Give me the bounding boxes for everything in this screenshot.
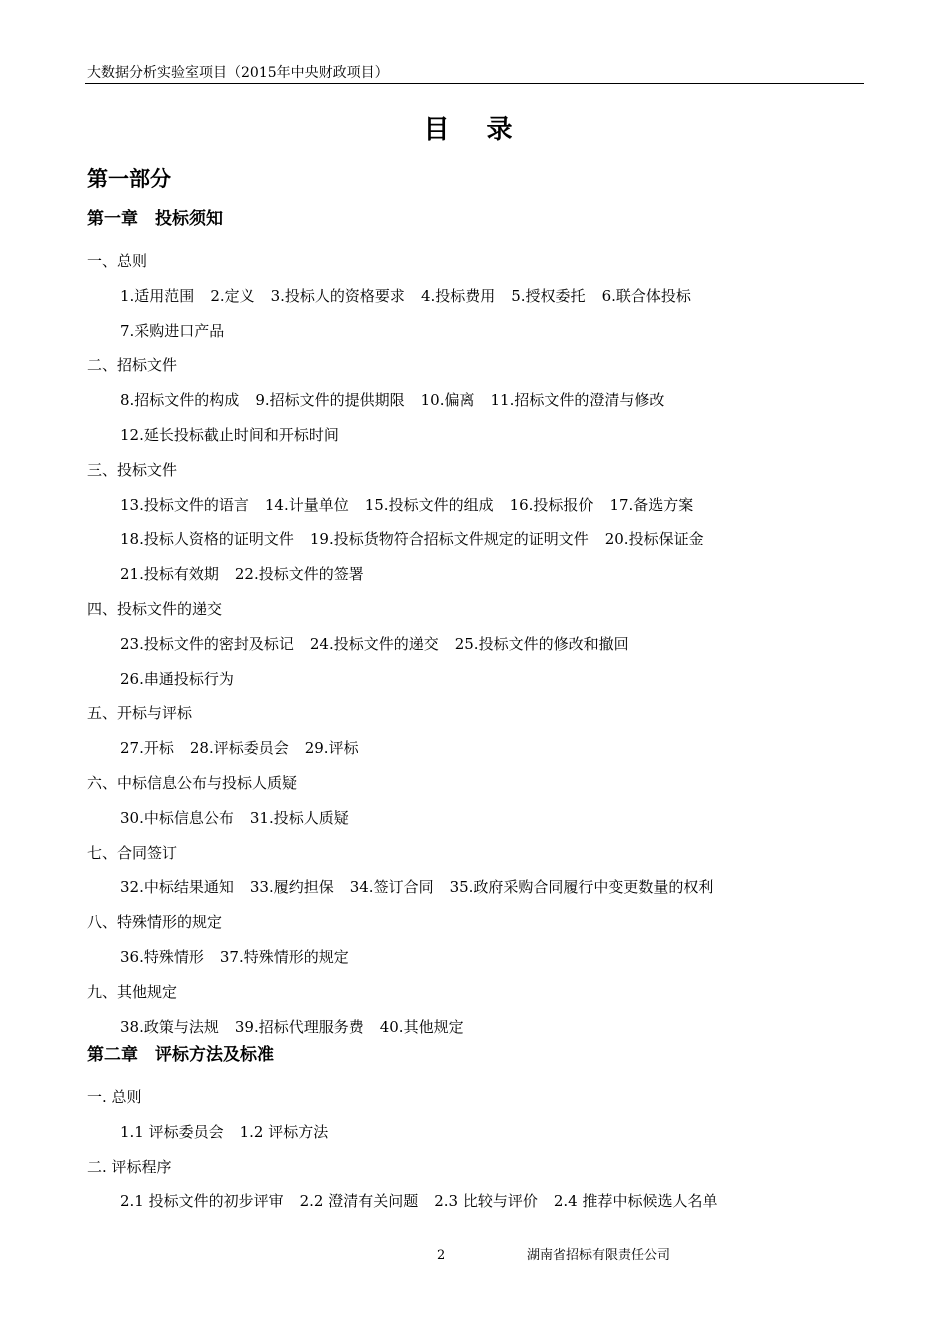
toc-entry: 37.特殊情形的规定 [219, 948, 349, 966]
section-heading: 一、总则 [87, 252, 148, 270]
toc-entry: 4.投标费用 [420, 286, 496, 305]
toc-entry: 20.投标保证金 [604, 530, 704, 549]
toc-entry: 35.政府采购合同履行中变更数量的权利 [449, 878, 714, 897]
toc-entry: 33.履约担保 [249, 878, 334, 897]
toc-entry: 30.中标信息公布 [120, 808, 234, 827]
running-header: 大数据分析实验室项目（2015年中央财政项目） [87, 65, 389, 81]
toc-entry: 27.开标 [120, 739, 174, 758]
toc-entry: 21.投标有效期 [120, 565, 219, 584]
toc-entry: 16.投标报价 [509, 495, 594, 514]
toc-entry: 17.备选方案 [609, 495, 694, 514]
toc-entry: 11.招标文件的澄清与修改 [490, 391, 665, 410]
toc-item-row [120, 1016, 464, 1038]
toc-item-row [120, 424, 339, 446]
toc-entry: 34.签订合同 [349, 878, 434, 897]
toc-item-row [120, 633, 629, 655]
toc-entry: 12.延长投标截止时间和开标时间 [120, 426, 339, 444]
section-heading: 八、特殊情形的规定 [87, 913, 223, 932]
toc-entry: 32.中标结果通知 [120, 878, 234, 897]
section-heading: 九、其他规定 [87, 982, 178, 1001]
toc-entry: 25.投标文件的修改和撤回 [454, 634, 629, 653]
toc-item-row [120, 320, 224, 342]
section-heading: 二、招标文件 [87, 356, 178, 375]
toc-entry: 23.投标文件的密封及标记 [120, 634, 294, 653]
section-heading: 七、合同签订 [87, 843, 178, 862]
section-heading: 二. 评标程序 [87, 1157, 172, 1176]
chapter-heading: 第二章 评标方法及标准 [87, 1045, 274, 1065]
toc-entry: 18.投标人资格的证明文件 [120, 530, 294, 549]
toc-entry: 22.投标文件的签署 [234, 565, 364, 584]
toc-entry: 28.评标委员会 [189, 739, 289, 758]
toc-entry: 9.招标文件的提供期限 [255, 391, 405, 410]
toc-item-row [120, 876, 713, 898]
toc-entry: 7.采购进口产品 [120, 321, 225, 340]
part-heading: 第一部分 [87, 167, 171, 191]
toc-entry: 6.联合体投标 [601, 286, 691, 305]
toc-entry: 15.投标文件的组成 [364, 495, 494, 514]
footer-company: 湖南省招标有限责任公司 [527, 1248, 671, 1263]
section-heading: 五、开标与评标 [87, 704, 193, 723]
toc-entry: 2.1 投标文件的初步评审 [120, 1192, 284, 1211]
header-divider [85, 83, 864, 84]
toc-entry: 14.计量单位 [264, 495, 349, 514]
toc-entry: 10.偏离 [420, 391, 475, 410]
toc-entry: 2.定义 [210, 286, 255, 305]
toc-item-row [120, 563, 364, 585]
toc-entry: 26.串通投标行为 [120, 669, 234, 688]
toc-title: 目 录 [423, 115, 527, 145]
section-heading: 六、中标信息公布与投标人质疑 [87, 774, 298, 792]
toc-entry: 1.1 评标委员会 [120, 1122, 224, 1141]
toc-item-row [120, 285, 691, 307]
toc-entry: 2.2 澄清有关问题 [299, 1192, 419, 1211]
toc-item-row [120, 494, 693, 516]
toc-entry: 1.适用范围 [120, 286, 195, 305]
toc-entry: 40.其他规定 [379, 1017, 464, 1036]
toc-item-row [120, 528, 704, 550]
toc-item-row [120, 668, 234, 690]
toc-entry: 19.投标货物符合招标文件规定的证明文件 [309, 530, 589, 549]
toc-item-row [120, 946, 349, 968]
section-heading: 一. 总则 [87, 1088, 142, 1106]
toc-entry: 13.投标文件的语言 [120, 495, 249, 514]
toc-entry: 1.2 评标方法 [239, 1122, 329, 1141]
toc-entry: 2.3 比较与评价 [434, 1192, 538, 1211]
page-number: 2 [437, 1248, 446, 1263]
toc-item-row [120, 807, 349, 829]
toc-entry: 24.投标文件的递交 [309, 634, 439, 653]
toc-entry: 36.特殊情形 [120, 948, 204, 966]
toc-entry: 29.评标 [304, 739, 359, 758]
toc-entry: 39.招标代理服务费 [234, 1017, 364, 1036]
toc-item-row [120, 389, 664, 411]
toc-entry: 38.政策与法规 [120, 1017, 219, 1036]
toc-entry: 3.投标人的资格要求 [270, 286, 405, 305]
chapter-heading: 第一章 投标须知 [87, 209, 223, 229]
toc-item-row [120, 1121, 328, 1143]
toc-entry: 5.授权委托 [511, 286, 586, 305]
section-heading: 三、投标文件 [87, 460, 178, 479]
toc-entry: 8.招标文件的构成 [120, 391, 240, 410]
toc-item-row [120, 1190, 718, 1212]
toc-entry: 31.投标人质疑 [249, 808, 349, 827]
toc-entry: 2.4 推荐中标候选人名单 [553, 1192, 718, 1211]
section-heading: 四、投标文件的递交 [87, 600, 223, 618]
toc-item-row [120, 737, 359, 759]
